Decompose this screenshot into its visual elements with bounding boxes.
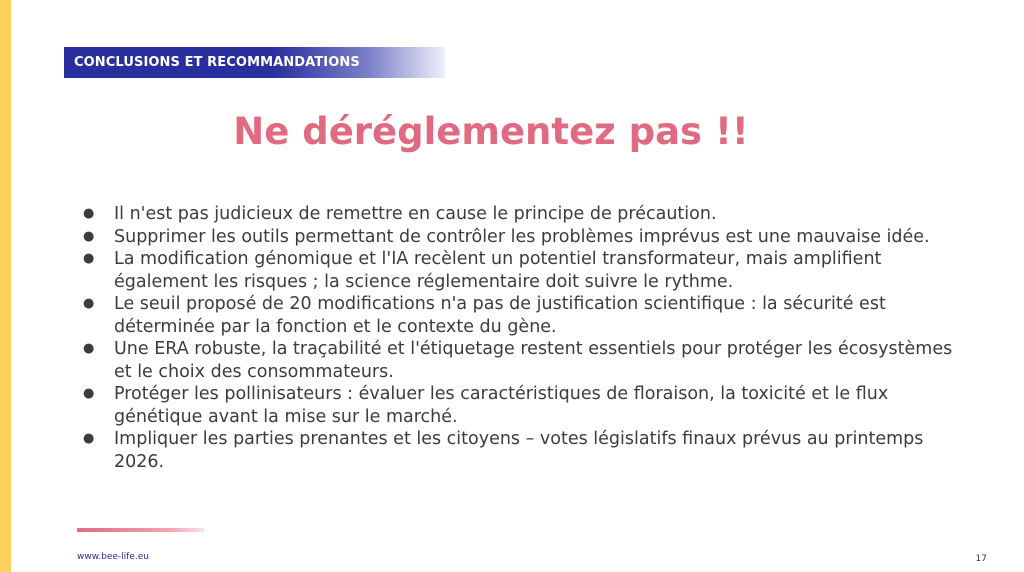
bullet-text: Protéger les pollinisateurs : évaluer les caractéristiques de floraison, la toxicité et le flux génétique avant la mise sur le marché.: [114, 384, 889, 427]
bullet-dot-icon: ●: [83, 431, 95, 446]
bullet-item: [78, 293, 958, 338]
bullet-text: Impliquer les parties prenantes et les citoyens – votes législatifs finaux prévus au printemps 2026.: [114, 429, 924, 472]
bullet-dot-icon: ●: [83, 341, 95, 356]
slide-title: Ne déréglementez pas !!: [233, 110, 749, 153]
bullet-text: Le seuil proposé de 20 modifications n'a pas de justification scientifique : la sécurité est déterminée par la fonction et le contexte du gène.: [114, 294, 886, 337]
bullet-item: [78, 383, 958, 428]
section-label: CONCLUSIONS ET RECOMMANDATIONS: [74, 55, 360, 70]
bullet-dot-icon: ●: [83, 206, 95, 221]
bullet-text: Supprimer les outils permettant de contrôler les problèmes imprévus est une mauvaise idée.: [114, 226, 930, 247]
bullet-item: [78, 338, 958, 383]
bullet-item: [78, 226, 958, 249]
bullet-dot-icon: ●: [83, 228, 95, 244]
side-accent-bar: [0, 0, 11, 572]
page-number: 17: [975, 554, 987, 564]
bullet-text: La modification génomique et l'IA recèlent un potentiel transformateur, mais amplifient également les risques ; la science réglementaire doit suivre le rythme.: [114, 249, 882, 292]
bullet-item: [78, 248, 958, 293]
footer-website-link[interactable]: www.bee-life.eu: [77, 552, 149, 562]
bullet-item: [78, 428, 958, 473]
bullet-list: [78, 203, 958, 473]
bullet-dot-icon: ●: [83, 251, 95, 266]
bullet-text: Il n'est pas judicieux de remettre en cause le principe de précaution.: [114, 204, 717, 224]
bullet-dot-icon: ●: [83, 386, 95, 401]
accent-underline: [77, 528, 204, 532]
bullet-dot-icon: ●: [83, 296, 95, 311]
bullet-text: Une ERA robuste, la traçabilité et l'étiquetage restent essentiels pour protéger les écosystèmes et le choix des consommateurs.: [114, 339, 953, 382]
bullet-item: [78, 203, 958, 226]
